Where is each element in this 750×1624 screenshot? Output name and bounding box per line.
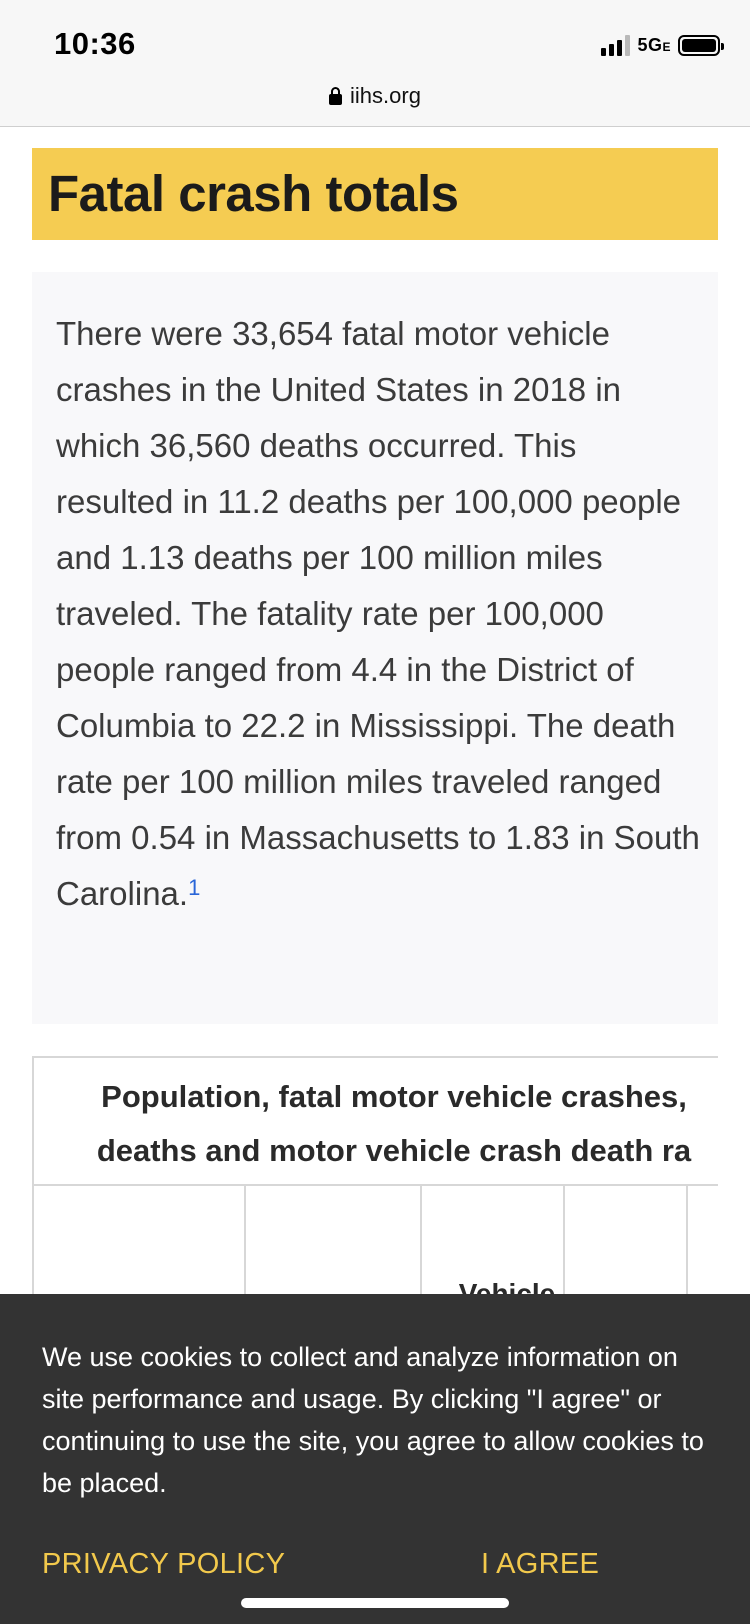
summary-text: There were 33,654 fatal motor vehicle crashes in the United States in 2018 in which 36,560 deaths occurred. This resulted in 11.2 deaths per 100,000 people and 1.13 deaths per 100 million miles traveled. The fatality rate per 100,000 people ranged from 4.4 in the District of Columbia to 22.2 in Mississippi. The death rate per 100 million miles traveled ranged from 0.54 in Massachusetts to 1.83 in South Carolina. bbox=[56, 315, 700, 912]
battery-icon bbox=[678, 35, 720, 56]
network-type: 5GE bbox=[637, 34, 671, 55]
summary-panel bbox=[32, 272, 718, 1024]
table-caption-line-1: Population, fatal motor vehicle crashes, bbox=[101, 1079, 687, 1114]
agree-button[interactable]: I AGREE bbox=[481, 1548, 600, 1580]
status-indicators bbox=[601, 32, 720, 58]
table-caption-line-2: deaths and motor vehicle crash death ra bbox=[96, 1133, 692, 1168]
lock-icon bbox=[329, 87, 342, 105]
page-title: Fatal crash totals bbox=[48, 165, 459, 222]
cookie-message: We use cookies to collect and analyze information on site performance and usage. By clicking "I agree" or continuing to use the site, you agree to allow cookies to be placed. bbox=[42, 1342, 704, 1498]
address-bar[interactable] bbox=[0, 78, 750, 114]
footnote-link[interactable]: 1 bbox=[188, 875, 201, 900]
privacy-policy-link[interactable]: PRIVACY POLICY bbox=[42, 1548, 286, 1580]
browser-chrome bbox=[0, 0, 750, 127]
url-domain: iihs.org bbox=[350, 83, 421, 108]
signal-strength-icon bbox=[601, 34, 630, 56]
table-caption bbox=[34, 1058, 718, 1186]
home-indicator[interactable] bbox=[241, 1598, 509, 1608]
summary-paragraph bbox=[56, 306, 702, 922]
section-heading-banner bbox=[32, 148, 718, 240]
status-time: 10:36 bbox=[54, 26, 136, 61]
